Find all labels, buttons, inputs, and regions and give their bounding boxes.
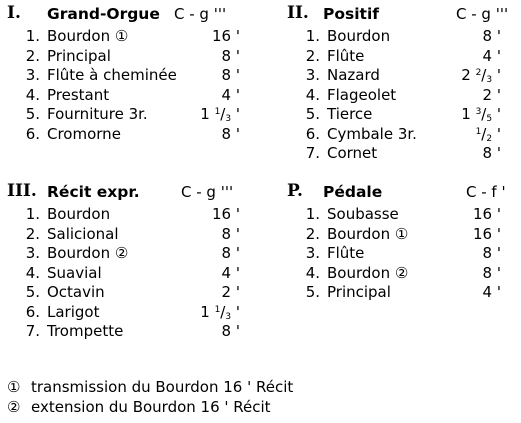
- stop-number: 1.: [25, 27, 40, 45]
- pitch-whole: 8: [221, 244, 232, 262]
- stop-row: [287, 225, 501, 245]
- stop-number: 1.: [305, 205, 320, 223]
- stop-row: [7, 225, 240, 245]
- pitch-whole: 8: [482, 144, 493, 162]
- stop-name-text: Flûte: [327, 244, 365, 262]
- stop-number: 3.: [25, 244, 40, 262]
- stop-pitch: 16 ': [212, 205, 240, 223]
- pitch-whole: 2: [461, 66, 471, 84]
- stop-name: [327, 244, 364, 264]
- stop-number: 3.: [305, 244, 320, 262]
- pitch-whole: 16: [473, 205, 493, 223]
- pitch-fraction: $^3/_5$: [475, 105, 493, 124]
- division-header: [287, 181, 506, 205]
- stop-pitch: 8 ': [221, 124, 240, 143]
- stop-name: [47, 27, 128, 47]
- stop-row: [7, 66, 240, 86]
- stop-number: 1.: [305, 27, 320, 45]
- stop-name: [47, 125, 121, 145]
- stop-name-text: Bourdon: [327, 224, 391, 243]
- stop-row: [7, 264, 240, 284]
- stop-row: [7, 283, 240, 303]
- stop-number: 4.: [305, 85, 320, 104]
- stop-pitch: $^1/_2$ ': [475, 124, 501, 144]
- stop-pitch: 4 ': [221, 263, 240, 282]
- stop-list: [7, 27, 240, 144]
- stop-name-text: Octavin: [47, 283, 105, 301]
- stop-name: [327, 283, 391, 303]
- stop-pitch: 16 ': [473, 205, 501, 223]
- pitch-whole: 8: [221, 124, 232, 143]
- division-header: [287, 3, 509, 27]
- stop-name: [327, 47, 364, 67]
- pitch-whole: 4: [221, 85, 232, 104]
- pitch-whole: 8: [221, 322, 232, 340]
- stop-name: [327, 225, 408, 245]
- pitch-whole: 16: [212, 27, 232, 45]
- footnote-marker: ①: [394, 224, 409, 243]
- pitch-whole: 8: [221, 66, 232, 84]
- stop-row: [7, 27, 240, 47]
- division-compass: C - g ''': [181, 183, 234, 201]
- stop-number: 5.: [305, 283, 320, 301]
- pitch-fraction: $^1/_2$: [475, 124, 493, 144]
- division-positif: [287, 3, 509, 164]
- stop-number: 4.: [25, 85, 40, 104]
- stop-row: [287, 283, 501, 303]
- stop-number: 3.: [305, 66, 320, 84]
- division-compass: C - g ''': [456, 5, 509, 23]
- stop-row: [287, 144, 501, 164]
- division-pedale: [287, 181, 506, 303]
- stop-name-text: Bourdon: [327, 27, 391, 45]
- stop-name: [327, 125, 417, 145]
- stop-name: [47, 205, 110, 225]
- stop-number: 5.: [25, 283, 40, 301]
- stop-number: 7.: [25, 322, 40, 340]
- pitch-whole: 8: [221, 224, 232, 243]
- stop-row: [287, 47, 501, 67]
- pitch-whole: 1: [200, 105, 210, 123]
- footnote: [7, 378, 293, 398]
- pitch-fraction: $^1/_3$: [214, 105, 232, 124]
- stop-row: [7, 105, 240, 125]
- stop-row: [7, 86, 240, 106]
- stop-name-text: Prestant: [47, 85, 110, 104]
- stop-name: [327, 66, 380, 86]
- stop-name-text: Cymbale 3r.: [327, 124, 417, 143]
- stop-name-text: Bourdon: [47, 27, 111, 45]
- division-title: Récit expr.: [47, 183, 140, 201]
- footnote-text: transmission du Bourdon 16 ' Récit: [31, 378, 294, 396]
- division-numeral: P.: [287, 181, 303, 201]
- stop-name: [47, 244, 128, 264]
- footnote-marker: ②: [394, 263, 409, 282]
- stop-pitch: 8 ': [221, 322, 240, 340]
- stop-row: [287, 66, 501, 86]
- stop-pitch: 16 ': [473, 224, 501, 243]
- stop-row: [287, 264, 501, 284]
- pitch-whole: 16: [212, 205, 232, 223]
- stop-name: [47, 322, 123, 342]
- pitch-whole: 4: [482, 46, 493, 65]
- stop-row: [287, 105, 501, 125]
- division-header: [7, 5, 240, 27]
- stop-pitch: 4 ': [482, 283, 501, 301]
- division-grand-orgue: [7, 5, 240, 144]
- stop-row: [287, 205, 501, 225]
- pitch-fraction: $^2/_3$: [475, 66, 493, 85]
- stop-pitch: 2 ': [221, 283, 240, 301]
- stop-name-text: Cromorne: [47, 124, 121, 143]
- pitch-whole: 8: [482, 244, 493, 262]
- stop-name-text: Bourdon: [327, 263, 391, 282]
- stop-pitch: 8 ': [221, 46, 240, 65]
- stop-number: 2.: [25, 224, 40, 243]
- stop-name-text: Bourdon: [47, 205, 111, 223]
- stop-row: [7, 322, 240, 342]
- stop-number: 4.: [305, 263, 320, 282]
- stop-row: [7, 303, 240, 323]
- stop-row: [7, 205, 240, 225]
- stop-row: [7, 125, 240, 145]
- stop-number: 1.: [25, 205, 40, 223]
- stop-list: [287, 27, 501, 164]
- stop-name-text: Principal: [47, 46, 111, 65]
- footnote: [7, 398, 293, 418]
- division-compass: C - g ''': [174, 5, 227, 23]
- footnote-marker: ①: [7, 378, 21, 396]
- pitch-fraction: $^1/_3$: [214, 302, 232, 322]
- stop-pitch: 1 $^1/_3$ ': [200, 105, 240, 124]
- stop-pitch: 8 ': [482, 144, 501, 162]
- pitch-whole: 1: [200, 302, 210, 321]
- stop-name-text: Flûte: [327, 46, 365, 65]
- stop-number: 4.: [25, 263, 40, 282]
- stop-number: 2.: [305, 46, 320, 65]
- stop-name-text: Bourdon: [47, 244, 111, 262]
- stop-name: [327, 205, 399, 225]
- stop-pitch: 8 ': [221, 244, 240, 262]
- stop-name: [47, 86, 109, 106]
- stop-number: 2.: [305, 224, 320, 243]
- stop-name: [47, 105, 148, 125]
- stop-number: 7.: [305, 144, 320, 162]
- footnote-marker: ②: [7, 398, 21, 416]
- stop-name: [327, 264, 408, 284]
- stop-number: 6.: [305, 124, 320, 143]
- stop-name-text: Flageolet: [327, 85, 397, 104]
- pitch-whole: 2: [482, 85, 493, 104]
- pitch-whole: 8: [482, 263, 493, 282]
- footnotes: [7, 378, 293, 418]
- division-numeral: III.: [7, 181, 37, 201]
- pitch-whole: 8: [221, 46, 232, 65]
- division-numeral: I.: [7, 3, 21, 23]
- stop-name: [47, 264, 102, 284]
- stop-name-text: Cornet: [327, 144, 378, 162]
- stop-name: [327, 27, 390, 47]
- footnote-text: extension du Bourdon 16 ' Récit: [31, 398, 271, 416]
- division-recit-expr: [7, 183, 240, 342]
- pitch-whole: 4: [221, 263, 232, 282]
- stop-name-text: Trompette: [47, 322, 124, 340]
- division-numeral: II.: [287, 3, 309, 23]
- stop-name-text: Soubasse: [327, 205, 399, 223]
- stop-number: 5.: [305, 105, 320, 123]
- stop-name-text: Principal: [327, 283, 391, 301]
- stop-name: [47, 66, 177, 86]
- stop-number: 6.: [25, 124, 40, 143]
- stop-pitch: 1 $^3/_5$ ': [461, 105, 501, 124]
- stop-name-text: Larigot: [47, 302, 100, 321]
- stop-name: [47, 225, 119, 245]
- stop-name-text: Fourniture 3r.: [47, 105, 148, 123]
- stop-number: 2.: [25, 46, 40, 65]
- stop-list: [287, 205, 501, 303]
- stop-name: [327, 105, 372, 125]
- stop-name-text: Nazard: [327, 66, 380, 84]
- stop-number: 6.: [25, 302, 40, 321]
- stop-pitch: 8 ': [221, 224, 240, 243]
- pitch-whole: 2: [221, 283, 232, 301]
- pitch-whole: 8: [482, 27, 493, 45]
- stop-pitch: 8 ': [482, 244, 501, 262]
- stop-pitch: 8 ': [221, 66, 240, 84]
- stop-row: [7, 244, 240, 264]
- stop-row: [287, 125, 501, 145]
- stop-number: 3.: [25, 66, 40, 84]
- stop-row: [287, 86, 501, 106]
- stop-name: [327, 144, 377, 164]
- stop-name: [47, 47, 111, 67]
- division-header: [7, 183, 240, 205]
- pitch-whole: 1: [461, 105, 471, 123]
- stop-name-text: Salicional: [47, 224, 119, 243]
- stop-row: [287, 244, 501, 264]
- stop-name: [327, 86, 396, 106]
- stop-name: [47, 303, 99, 323]
- stop-row: [7, 47, 240, 67]
- division-compass: C - f ': [466, 183, 506, 201]
- stop-name-text: Flûte à cheminée: [47, 66, 177, 84]
- pitch-whole: 4: [482, 283, 493, 301]
- stop-name: [47, 283, 105, 303]
- stop-pitch: 8 ': [482, 263, 501, 282]
- division-title: Positif: [323, 5, 380, 23]
- stop-name-text: Suavial: [47, 263, 102, 282]
- stop-pitch: 2 ': [482, 85, 501, 104]
- footnote-marker: ①: [114, 27, 129, 45]
- stop-pitch: 4 ': [482, 46, 501, 65]
- stop-number: 5.: [25, 105, 40, 123]
- stop-pitch: 4 ': [221, 85, 240, 104]
- stop-pitch: 16 ': [212, 27, 240, 45]
- stop-list: [7, 205, 240, 342]
- division-title: Grand-Orgue: [47, 5, 160, 23]
- stop-pitch: 1 $^1/_3$ ': [200, 302, 240, 322]
- stop-name-text: Tierce: [327, 105, 373, 123]
- stop-pitch: 8 ': [482, 27, 501, 45]
- stop-pitch: 2 $^2/_3$ ': [461, 66, 501, 85]
- division-title: Pédale: [323, 183, 383, 201]
- stop-row: [287, 27, 501, 47]
- footnote-marker: ②: [114, 244, 129, 262]
- pitch-whole: 16: [473, 224, 493, 243]
